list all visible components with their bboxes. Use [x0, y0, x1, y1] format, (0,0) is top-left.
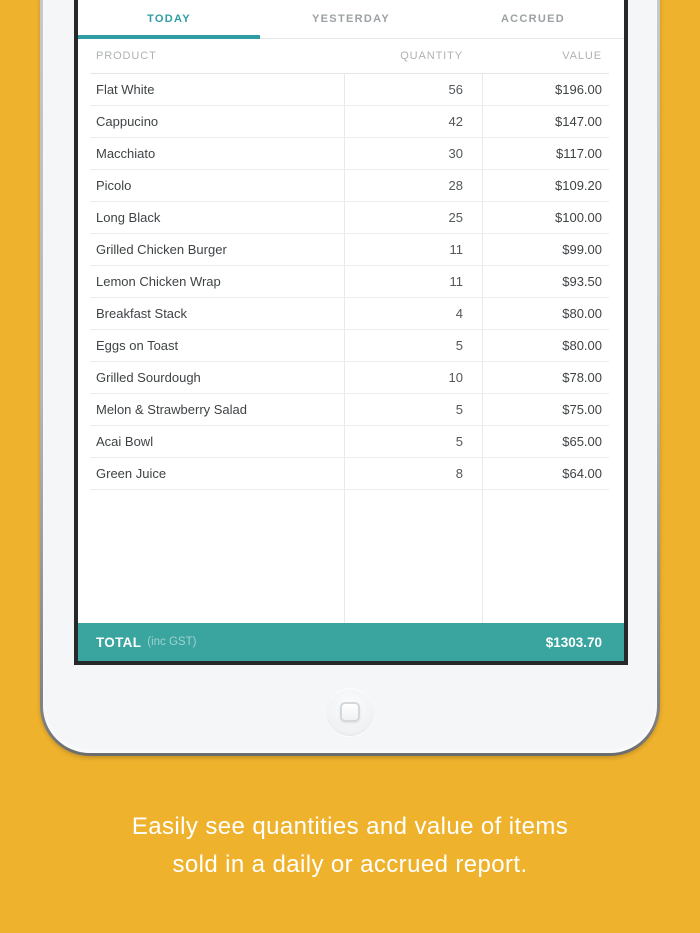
- cell-product: Acai Bowl: [96, 434, 154, 449]
- caption-line-2: sold in a daily or accrued report.: [172, 851, 528, 878]
- table-row: [90, 362, 609, 394]
- tab-accrued[interactable]: [442, 0, 624, 38]
- cell-value: $196.00: [555, 82, 602, 97]
- cell-product: Green Juice: [96, 466, 167, 481]
- tablet-bezel: [43, 0, 657, 753]
- report-app: [78, 0, 624, 661]
- header-quantity: QUANTITY: [400, 50, 463, 62]
- cell-value: $78.00: [562, 370, 602, 385]
- caption-line-1: Easily see quantities and value of items: [131, 813, 569, 840]
- table-row: [90, 106, 609, 138]
- cell-value: $65.00: [562, 434, 602, 449]
- cell-product: Picolo: [96, 178, 132, 193]
- table-row: [90, 426, 609, 458]
- cell-quantity: 5: [455, 434, 463, 449]
- report-tab-bar: [78, 0, 624, 39]
- cell-value: $147.00: [555, 114, 602, 129]
- home-button[interactable]: [326, 688, 374, 736]
- cell-quantity: 28: [448, 178, 463, 193]
- cell-value: $117.00: [555, 146, 602, 161]
- cell-product: Melon & Strawberry Salad: [96, 402, 248, 417]
- cell-value: $80.00: [562, 306, 602, 321]
- home-button-icon: [340, 702, 360, 722]
- cell-quantity: 56: [448, 82, 463, 97]
- table-row: [90, 330, 609, 362]
- tab-yesterday-label: YESTERDAY: [312, 13, 390, 25]
- tab-yesterday[interactable]: [260, 0, 442, 38]
- cell-product: Cappucino: [96, 114, 159, 129]
- cell-product: Macchiato: [96, 146, 156, 161]
- cell-quantity: 11: [449, 242, 463, 257]
- tab-today[interactable]: [78, 0, 260, 38]
- total-amount: $1303.70: [545, 634, 602, 650]
- table-row: [90, 394, 609, 426]
- cell-product: Grilled Chicken Burger: [96, 242, 227, 257]
- cell-value: $80.00: [562, 338, 602, 353]
- cell-value: $64.00: [562, 466, 602, 481]
- cell-product: Breakfast Stack: [96, 306, 188, 321]
- cell-product: Eggs on Toast: [96, 338, 179, 353]
- cell-quantity: 42: [448, 114, 463, 129]
- cell-quantity: 5: [455, 338, 463, 353]
- cell-value: $93.50: [562, 274, 602, 289]
- total-bar: [78, 623, 624, 661]
- product-table-body: [78, 74, 624, 490]
- cell-quantity: 8: [455, 466, 463, 481]
- cell-value: $75.00: [562, 402, 602, 417]
- table-row: [90, 202, 609, 234]
- cell-value: $100.00: [555, 210, 602, 225]
- table-row: [90, 170, 609, 202]
- total-gst-note: (inc GST): [147, 636, 197, 648]
- total-label: TOTAL: [96, 634, 142, 650]
- cell-quantity: 5: [455, 402, 463, 417]
- cell-value: $109.20: [555, 178, 602, 193]
- marketing-caption: [0, 808, 700, 884]
- cell-quantity: 4: [455, 306, 463, 321]
- table-header-row: [90, 39, 609, 74]
- header-product: PRODUCT: [96, 50, 157, 62]
- cell-quantity: 11: [449, 274, 463, 289]
- cell-product: Grilled Sourdough: [96, 370, 201, 385]
- table-row: [90, 458, 609, 490]
- table-row: [90, 298, 609, 330]
- cell-product: Long Black: [96, 210, 161, 225]
- cell-product: Flat White: [96, 82, 155, 97]
- table-row: [90, 138, 609, 170]
- tab-accrued-label: ACCRUED: [500, 13, 566, 25]
- active-tab-underline: [78, 35, 260, 39]
- table-row: [90, 234, 609, 266]
- tab-today-label: TODAY: [147, 13, 191, 25]
- table-row: [90, 266, 609, 298]
- cell-product: Lemon Chicken Wrap: [96, 274, 221, 289]
- table-row: [90, 74, 609, 106]
- tablet-device: [40, 0, 660, 756]
- cell-quantity: 10: [448, 370, 463, 385]
- tablet-screen: [74, 0, 628, 665]
- cell-quantity: 25: [448, 210, 463, 225]
- cell-value: $99.00: [562, 242, 602, 257]
- cell-quantity: 30: [448, 146, 463, 161]
- header-value: VALUE: [562, 50, 602, 62]
